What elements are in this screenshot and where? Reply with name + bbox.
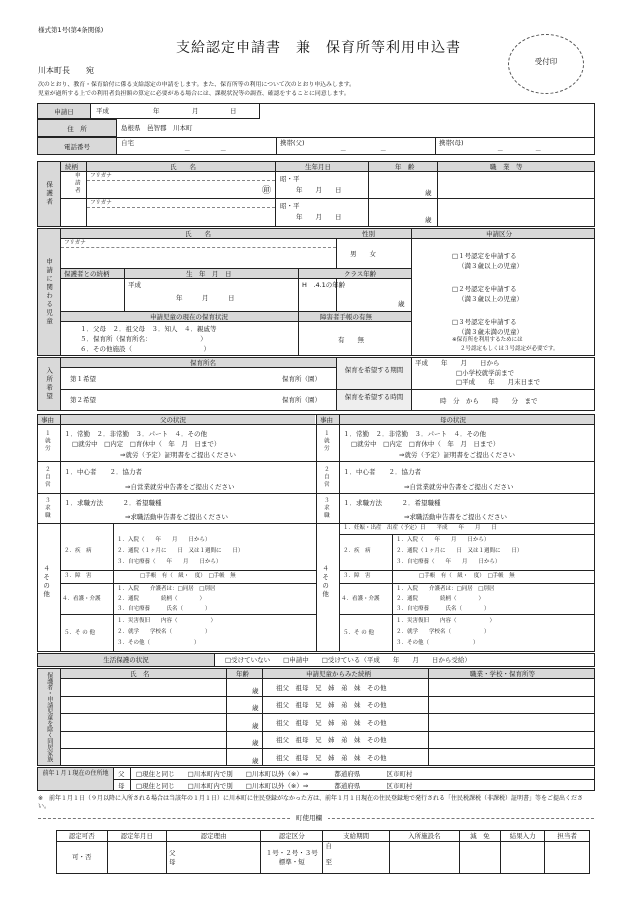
period-option-month[interactable]: □平成 年 月末日まで xyxy=(456,378,541,386)
phone-father-label: 携帯(父) xyxy=(280,139,305,147)
child-col-sex: 性別 xyxy=(362,230,375,238)
child-col-rel: 保護者との続柄 xyxy=(64,270,110,278)
nursery-col-name: 保育所名 xyxy=(190,359,216,367)
family-rel-5[interactable]: 祖父 祖母 兄 姉 弟 妹 その他 xyxy=(276,754,387,762)
kubun-1[interactable]: □１号認定を申請する xyxy=(452,252,517,260)
mother-status-header: 母の状況 xyxy=(440,416,466,424)
nursery-label: 入所希望 xyxy=(38,358,60,410)
form-number: 様式第1号(第4条関係) xyxy=(38,26,104,34)
child-col-name: 氏 名 xyxy=(185,230,211,238)
guardian-label: 保護者 xyxy=(38,162,60,226)
family-col-job: 職業・学校・保育所等 xyxy=(470,670,535,678)
time-range[interactable]: 時 分 から 時 分 まで xyxy=(440,397,538,405)
phone-label: 電話番号 xyxy=(37,137,117,155)
family-rel-4[interactable]: 祖父 祖母 兄 姉 弟 妹 その他 xyxy=(276,736,387,744)
intro-line-1: 次のとおり、教育・保育給付に係る支給認定の申請をします。また、保育所等の利用について次のとおり申込みします。 xyxy=(38,82,356,88)
family-label: 保護者・申請児童を除く同居家族 xyxy=(38,669,60,765)
period-label: 保育を希望する期間 xyxy=(337,358,411,389)
nursery-wish-2: 第２希望 xyxy=(70,396,96,404)
reception-stamp: 受付印 xyxy=(508,34,584,94)
child-sex-options[interactable]: 男 女 xyxy=(350,250,376,258)
prev-address-father[interactable]: □現住と同じ □川本町内で別 □川本町以外（※）⇒ 都道府県 区市町村 xyxy=(136,770,413,778)
prev-address-label: 前年１月１現在の住所地 xyxy=(38,768,113,790)
prev-address-mother[interactable]: □現住と同じ □川本町内で別 □川本町以外（※）⇒ 都道府県 区市町村 xyxy=(136,782,413,790)
form-title: 支給認定申請書 兼 保育所等利用申込書 xyxy=(176,40,461,56)
office-table: 認定可否 認定年月日 認定理由 認定区分 支給期間 入所施設名 減 免 結果入力 担当者 可・否 父 母 １号・２号・３号 標準・短 自 至 xyxy=(56,830,590,874)
child-label: 申請に関わる児童 xyxy=(38,229,60,355)
welfare-options[interactable]: □受けていない □申請中 □受けている（平成 年 月 日から受給） xyxy=(225,656,471,664)
phone-home-label: 自宅 xyxy=(121,139,134,147)
kubun-3[interactable]: □３号認定を申請する xyxy=(452,318,517,326)
address-label: 住 所 xyxy=(37,119,117,137)
period-option-school[interactable]: □小学校就学前まで xyxy=(456,369,515,377)
guardian-col-job: 職 業 等 xyxy=(490,163,523,171)
footnote: ※ 前年１月１日（９月以降に入所される場合は当該年の１月１日）に川本町に住民登録がなかった方は、前年１月１日現在の住民登録地で発行される「住民税課税（非課税）証明書」等をご提出ください。 xyxy=(38,795,584,810)
addressee: 川本町長 宛 xyxy=(38,66,94,75)
intro-line-2: 児童が過所する上での利用者負担額の算定に必要がある場合には、課税状況等の調査、確認をすることに同意します。 xyxy=(38,91,350,97)
family-col-age: 年齢 xyxy=(236,670,249,678)
family-rel-2[interactable]: 祖父 祖母 兄 姉 弟 妹 その他 xyxy=(276,701,387,709)
family-rel-1[interactable]: 祖父 祖母 兄 姉 弟 妹 その他 xyxy=(276,684,387,692)
kubun-2[interactable]: □２号認定を申請する xyxy=(452,285,517,293)
handicap-header: 障害者手帳の有無 xyxy=(320,313,372,321)
office-label: 町使用欄 xyxy=(290,814,328,822)
guardian-col-name: 氏 名 xyxy=(170,163,196,171)
handicap-options[interactable]: 有 無 xyxy=(338,336,364,344)
guardian-col-rel: 続柄 xyxy=(65,163,78,171)
apply-date-label: 申請日 xyxy=(37,103,91,119)
time-label: 保育を希望する時間 xyxy=(337,390,411,410)
child-col-dob: 生 年 月 日 xyxy=(186,270,232,278)
guardian-col-dob: 生年月日 xyxy=(305,163,331,171)
address-value[interactable]: 島根県 邑智郡 川本町 xyxy=(121,124,193,132)
seal-mark: ㊞ xyxy=(262,186,272,196)
welfare-label: 生活保護の状況 xyxy=(38,654,214,666)
family-block xyxy=(37,668,595,766)
applicant-mark: 申請者 xyxy=(73,172,80,195)
family-rel-3[interactable]: 祖父 祖母 兄 姉 弟 妹 その他 xyxy=(276,719,387,727)
care-status-header: 申請児童の現在の保育状況 xyxy=(150,313,228,321)
office-kahi[interactable]: 可・否 xyxy=(57,842,108,874)
nursery-wish-1: 第１希望 xyxy=(70,375,96,383)
family-col-rel: 申請児童からみた続柄 xyxy=(306,670,371,678)
guardian-col-age: 年 齢 xyxy=(395,163,415,171)
family-col-name: 氏 名 xyxy=(130,670,150,678)
child-col-kubun: 申請区分 xyxy=(486,230,512,238)
phone-mother-label: 携帯(母) xyxy=(439,139,464,147)
child-col-class: クラス年齢 xyxy=(344,270,377,278)
father-status-header: 父の状況 xyxy=(160,416,186,424)
